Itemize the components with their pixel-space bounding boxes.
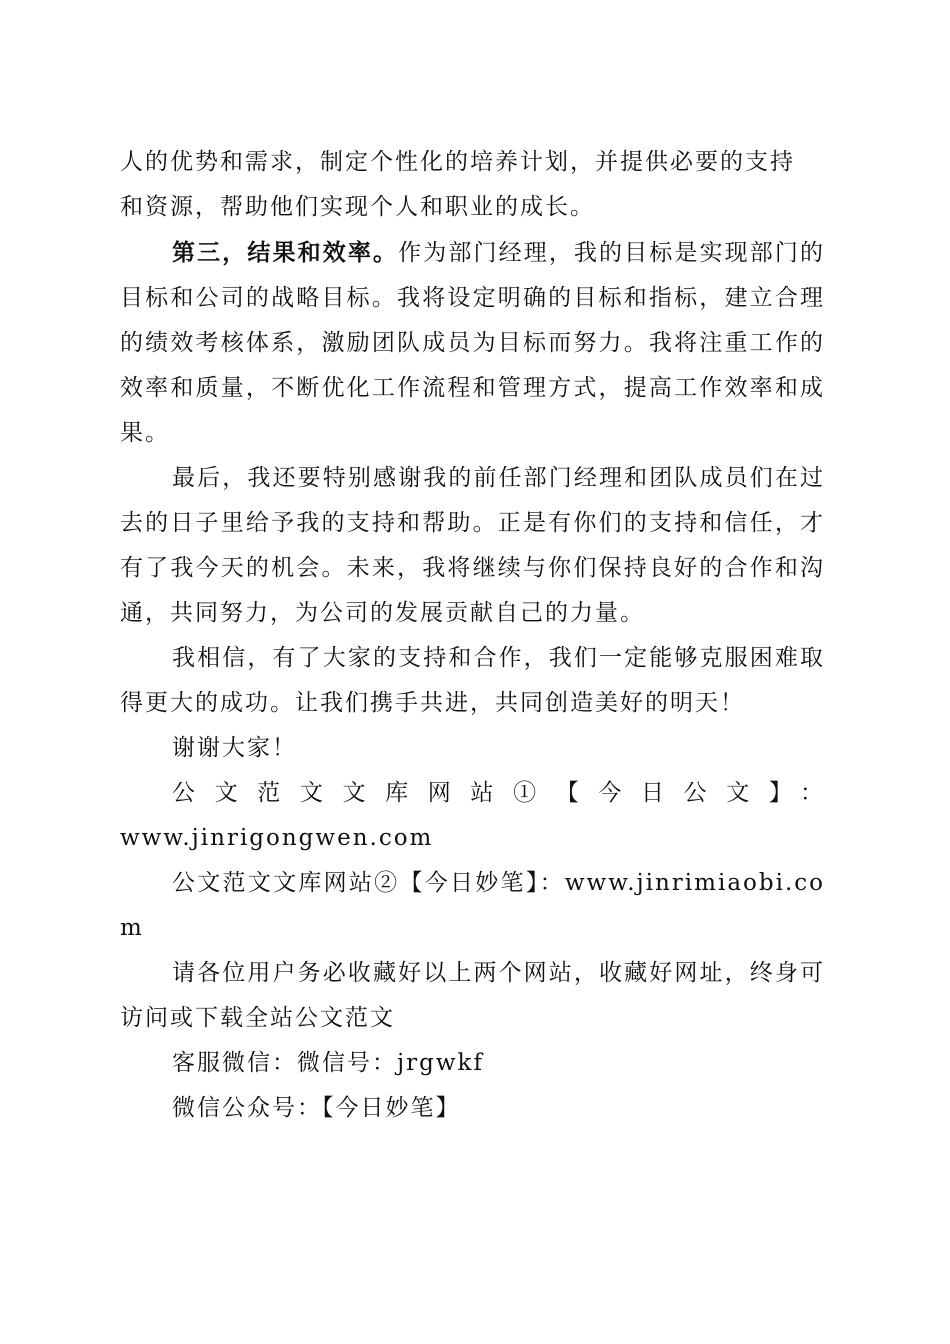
paragraph-heading: 第三，结果和效率。 [172, 239, 399, 266]
paragraph-closing: 谢谢大家！ [172, 735, 297, 761]
paragraph-belief: 我相信，有了大家的支持和合作，我们一定能够克服困难取得更大的成功。让我们携手共进，共同创造美好的明天！ [120, 645, 825, 716]
paragraph-thanks: 最后，我还要特别感谢我的前任部门经理和团队成员们在过去的日子里给予我的支持和帮助。正是有你们的支持和信任，才有了我今天的机会。未来，我将继续与你们保持良好的合作和沟通，共同努力，为公司的发展贡献自己的力量。 [120, 465, 825, 626]
paragraph-continuation [120, 140, 825, 230]
wechat-public-account: 微信公众号：【今日妙笔】 [172, 1095, 461, 1121]
paragraph-results-efficiency [120, 230, 825, 456]
text-line: 人的优势和需求，制定个性化的培养计划，并提供必要的支持 [120, 149, 795, 175]
site2-line[interactable]: 公文范文文库网站②【今日妙笔】：www.jinrimiaobi.com [120, 870, 825, 941]
site1-label: 公文范文文库网站①【今日公文】： [172, 780, 825, 806]
wechat-service: 客服微信：微信号：jrgwkf [172, 1050, 484, 1076]
document-page [120, 140, 825, 1131]
paragraph-body: 作为部门经理，我的目标是实现部门的目标和公司的战略目标。我将设定明确的目标和指标，建立合理的绩效考核体系，激励团队成员为目标而努力。我将注重工作的效率和质量，不断优化工作流程和管理方式，提高工作效率和成果。 [120, 240, 826, 446]
bookmark-notice: 请各位用户务必收藏好以上两个网站，收藏好网址，终身可访问或下载全站公文范文 [120, 960, 825, 1031]
site1-url[interactable]: www.jinrigongwen.com [120, 825, 434, 851]
text-line: 和资源，帮助他们实现个人和职业的成长。 [120, 194, 595, 220]
